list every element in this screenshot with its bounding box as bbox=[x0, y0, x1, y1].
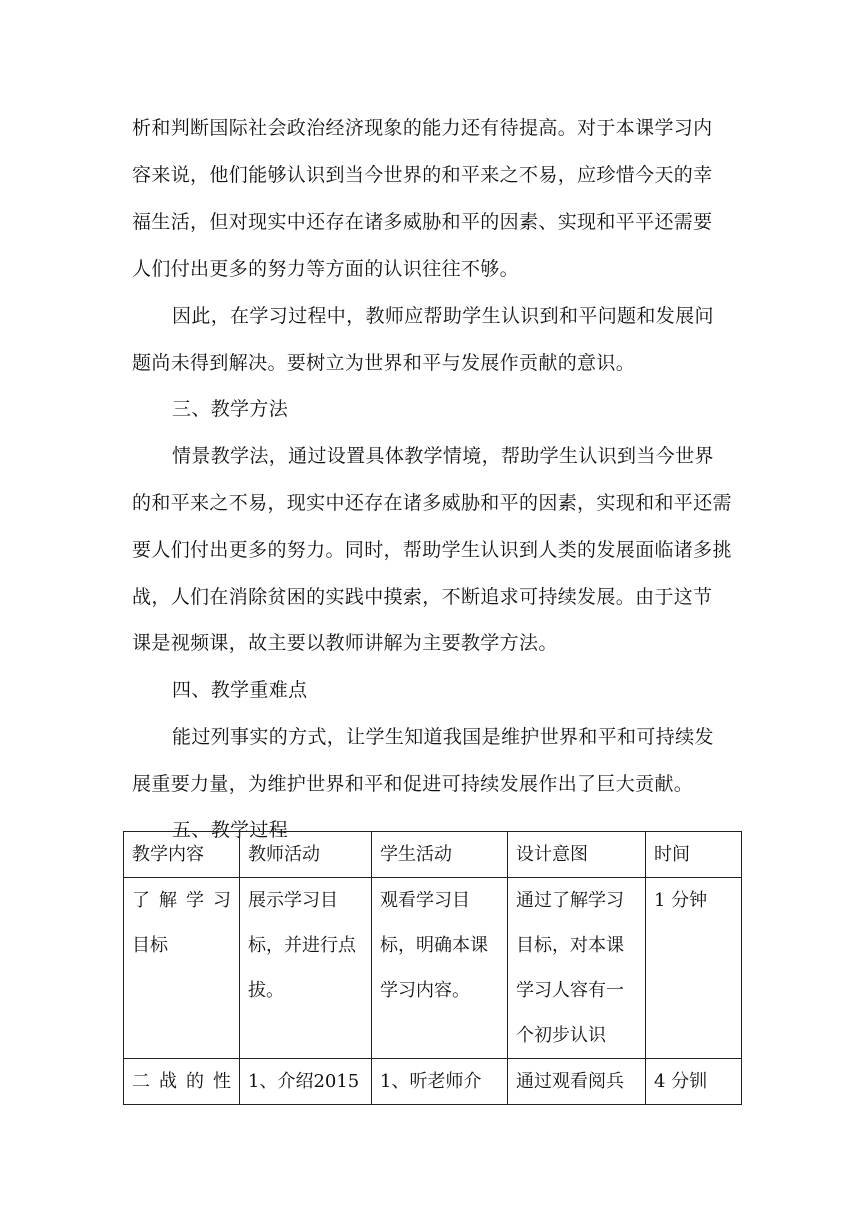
paragraph-line: 情景教学法，通过设置具体教学情境，帮助学生认识到当今世界 bbox=[172, 445, 714, 467]
cell-line: 通过观看阅兵 bbox=[516, 1071, 624, 1092]
paragraph-line: 的和平来之不易，现实中还存在诸多威胁和平的因素，实现和和平还需 bbox=[132, 492, 732, 514]
cell-line: 1、听老师介 bbox=[380, 1071, 482, 1092]
cell-line: 展示学习目 bbox=[248, 890, 338, 911]
table-cell bbox=[124, 878, 240, 1059]
table-row bbox=[124, 1059, 742, 1105]
table-cell bbox=[240, 1059, 372, 1105]
cell-line: 了 解 学 习 bbox=[132, 890, 231, 911]
cell-line: 标，并进行点 bbox=[248, 935, 356, 956]
section-heading: 四、教学重难点 bbox=[172, 679, 308, 701]
table-cell bbox=[124, 1059, 240, 1105]
table-cell bbox=[240, 878, 372, 1059]
cell-line: 二 战 的 性 bbox=[132, 1071, 231, 1092]
paragraph-line: 容来说，他们能够认识到当今世界的和平来之不易，应珍惜今天的幸 bbox=[132, 164, 713, 186]
section-heading: 五、教学过程 bbox=[172, 819, 289, 841]
cell-line: 标，明确本课 bbox=[380, 935, 488, 956]
paragraph-line: 要人们付出更多的努力。同时，帮助学生认识到人类的发展面临诸多挑 bbox=[132, 539, 732, 561]
table-row bbox=[124, 878, 742, 1059]
table-cell bbox=[508, 878, 646, 1059]
section-heading: 三、教学方法 bbox=[172, 398, 289, 420]
table-cell bbox=[646, 1059, 742, 1105]
cell-line: 4 分钏 bbox=[654, 1071, 708, 1092]
header-cell: 教师活动 bbox=[240, 832, 372, 878]
cell-line: 学习内容。 bbox=[380, 980, 470, 1001]
cell-line: 个初步认识 bbox=[516, 1025, 606, 1046]
paragraph-line: 展重要力量，为维护世界和平和促进可持续发展作出了巨大贡献。 bbox=[132, 773, 694, 795]
cell-line: 目标 bbox=[132, 935, 168, 956]
paragraph-line: 战，人们在消除贫困的实践中摸索，不断追求可持续发展。由于这节 bbox=[132, 586, 713, 608]
teaching-process-table bbox=[123, 831, 742, 1105]
cell-line: 学习人容有一 bbox=[516, 980, 624, 1001]
cell-line: 观看学习目 bbox=[380, 890, 470, 911]
table-cell bbox=[646, 878, 742, 1059]
cell-line: 1 分钟 bbox=[654, 890, 708, 911]
paragraph-line: 析和判断国际社会政治经济现象的能力还有待提高。对于本课学习内 bbox=[132, 117, 713, 139]
header-cell: 学生活动 bbox=[372, 832, 508, 878]
paragraph-line: 能过列事实的方式，让学生知道我国是维护世界和平和可持续发 bbox=[172, 726, 714, 748]
paragraph-line: 人们付出更多的努力等方面的认识往往不够。 bbox=[132, 258, 520, 280]
cell-line: 拔。 bbox=[248, 980, 284, 1001]
paragraph-line: 因此，在学习过程中，教师应帮助学生认识到和平问题和发展问 bbox=[172, 305, 714, 327]
cell-line: 通过了解学习 bbox=[516, 890, 624, 911]
table-cell bbox=[508, 1059, 646, 1105]
header-cell: 教学内容 bbox=[124, 832, 240, 878]
paragraph-line: 课是视频课，故主要以教师讲解为主要教学方法。 bbox=[132, 632, 558, 654]
header-cell: 时间 bbox=[646, 832, 742, 878]
paragraph-line: 福生活，但对现实中还存在诸多威胁和平的因素、实现和平平还需要 bbox=[132, 211, 713, 233]
table-cell bbox=[372, 1059, 508, 1105]
cell-line: 目标，对本课 bbox=[516, 935, 624, 956]
header-cell: 设计意图 bbox=[508, 832, 646, 878]
cell-line: 1、介绍2015 bbox=[248, 1071, 360, 1092]
paragraph-line: 题尚未得到解决。要树立为世界和平与发展作贡献的意识。 bbox=[132, 352, 636, 374]
table-header-row bbox=[124, 832, 742, 878]
table-cell bbox=[372, 878, 508, 1059]
